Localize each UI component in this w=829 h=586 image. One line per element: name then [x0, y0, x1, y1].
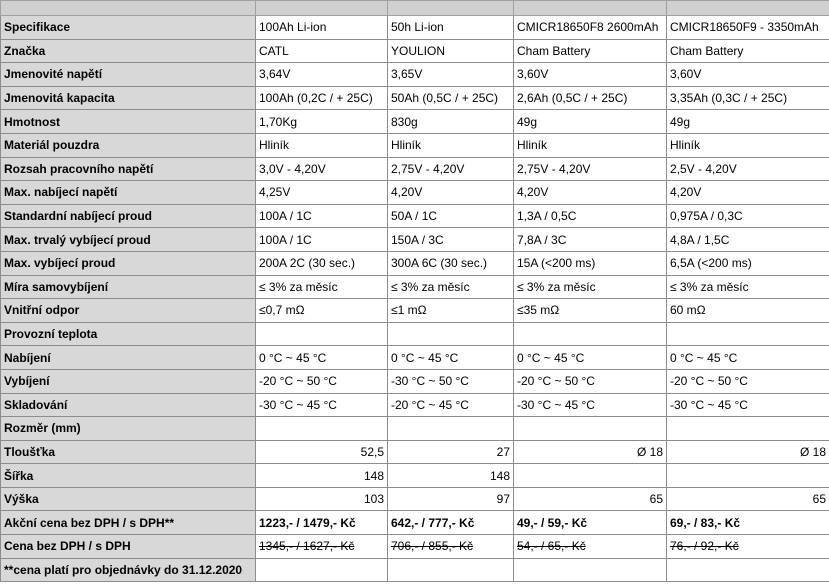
table-row: [1, 204, 829, 228]
table-cell: CATL: [256, 39, 388, 63]
table-cell: ≤0,7 mΩ: [256, 299, 388, 323]
table-row: [1, 464, 829, 488]
row-label: Akční cena bez DPH / s DPH**: [1, 511, 256, 535]
table-cell: [388, 417, 514, 441]
table-cell: 830g: [388, 110, 514, 134]
table-cell: [667, 322, 829, 346]
row-label: Míra samovybíjení: [1, 275, 256, 299]
blank-cell: [514, 1, 667, 16]
table-cell: 148: [388, 464, 514, 488]
row-label: Standardní nabíjecí proud: [1, 204, 256, 228]
header-col-f9: CMICR18650F9 - 3350mAh: [667, 16, 829, 40]
row-label: Max. trvalý vybíjecí proud: [1, 228, 256, 252]
footnote: **cena platí pro objednávky do 31.12.2020: [1, 558, 256, 582]
table-cell: ≤1 mΩ: [388, 299, 514, 323]
header-label: Specifikace: [1, 16, 256, 40]
table-cell: 0 °C ~ 45 °C: [256, 346, 388, 370]
table-cell: 2,75V - 4,20V: [514, 157, 667, 181]
table-row: [1, 157, 829, 181]
row-label: Hmotnost: [1, 110, 256, 134]
old-price-text: 54,- / 65,- Kč: [517, 539, 586, 554]
table-row: [1, 487, 829, 511]
table-cell: 300A 6C (30 sec.): [388, 251, 514, 275]
table-cell: [514, 464, 667, 488]
table-cell: 69,- / 83,- Kč: [667, 511, 829, 535]
blank-cell: [256, 1, 388, 16]
table-cell: Hliník: [256, 133, 388, 157]
table-cell: -30 °C ~ 45 °C: [514, 393, 667, 417]
table-cell: 65: [514, 487, 667, 511]
table-cell: Ø 18: [667, 440, 829, 464]
table-cell: 4,20V: [514, 181, 667, 205]
table-cell: 1,70Kg: [256, 110, 388, 134]
table-cell: 3,60V: [667, 63, 829, 87]
table-cell: 1,3A / 0,5C: [514, 204, 667, 228]
table-row: [1, 299, 829, 323]
header-col-f8: CMICR18650F8 2600mAh: [514, 16, 667, 40]
table-cell: ≤35 mΩ: [514, 299, 667, 323]
table-cell: 0 °C ~ 45 °C: [667, 346, 829, 370]
table-cell: 642,- / 777,- Kč: [388, 511, 514, 535]
table-cell: 100Ah (0,2C / + 25C): [256, 86, 388, 110]
table-cell: 50Ah (0,5C / + 25C): [388, 86, 514, 110]
table-cell: [667, 417, 829, 441]
table-cell: 49,- / 59,- Kč: [514, 511, 667, 535]
table-cell: [256, 535, 388, 559]
table-cell: -20 °C ~ 50 °C: [667, 369, 829, 393]
table-cell: -20 °C ~ 50 °C: [514, 369, 667, 393]
blank-cell: [388, 558, 514, 582]
table-cell: Hliník: [667, 133, 829, 157]
table-cell: 4,8A / 1,5C: [667, 228, 829, 252]
table-cell: -30 °C ~ 45 °C: [667, 393, 829, 417]
old-price-text: 76,- / 92,- Kč: [670, 539, 739, 554]
table-cell: 2,6Ah (0,5C / + 25C): [514, 86, 667, 110]
table-row: [1, 133, 829, 157]
table-cell: Cham Battery: [667, 39, 829, 63]
old-price-text: 706,- / 855,- Kč: [391, 539, 474, 554]
table-cell: 49g: [514, 110, 667, 134]
table-cell: 148: [256, 464, 388, 488]
blank-cell: [1, 1, 256, 16]
row-label: Vybíjení: [1, 369, 256, 393]
table-row: [1, 346, 829, 370]
table-cell: 6,5A (<200 ms): [667, 251, 829, 275]
row-label: Šířka: [1, 464, 256, 488]
table-cell: -30 °C ~ 50 °C: [388, 369, 514, 393]
table-row: [1, 535, 829, 559]
table-cell: Hliník: [388, 133, 514, 157]
table-cell: -30 °C ~ 45 °C: [256, 393, 388, 417]
blank-cell: [256, 558, 388, 582]
blank-cell: [667, 558, 829, 582]
table-cell: 2,75V - 4,20V: [388, 157, 514, 181]
table-cell: 3,64V: [256, 63, 388, 87]
table-row: [1, 440, 829, 464]
table-cell: 97: [388, 487, 514, 511]
table-cell: 3,65V: [388, 63, 514, 87]
row-label: Rozměr (mm): [1, 417, 256, 441]
table-cell: 0 °C ~ 45 °C: [514, 346, 667, 370]
table-cell: 4,20V: [388, 181, 514, 205]
table-cell: [514, 322, 667, 346]
table-cell: -20 °C ~ 50 °C: [256, 369, 388, 393]
table-row: [1, 110, 829, 134]
table-cell: ≤ 3% za měsíc: [256, 275, 388, 299]
table-row: [1, 86, 829, 110]
table-cell: 52,5: [256, 440, 388, 464]
table-cell: YOULION: [388, 39, 514, 63]
table-cell: 49g: [667, 110, 829, 134]
table-cell: 4,20V: [667, 181, 829, 205]
row-label: Provozní teplota: [1, 322, 256, 346]
footnote-row: [1, 558, 829, 582]
table-cell: -20 °C ~ 45 °C: [388, 393, 514, 417]
table-cell: 65: [667, 487, 829, 511]
table-cell: 200A 2C (30 sec.): [256, 251, 388, 275]
row-label: Materiál pouzdra: [1, 133, 256, 157]
table-cell: 100A / 1C: [256, 228, 388, 252]
table-cell: ≤ 3% za měsíc: [388, 275, 514, 299]
table-row: [1, 393, 829, 417]
row-label: Skladování: [1, 393, 256, 417]
row-label: Cena bez DPH / s DPH: [1, 535, 256, 559]
table-row: [1, 251, 829, 275]
row-label: Rozsah pracovního napětí: [1, 157, 256, 181]
row-label: Značka: [1, 39, 256, 63]
table-cell: 4,25V: [256, 181, 388, 205]
table-cell: 60 mΩ: [667, 299, 829, 323]
table-cell: ≤ 3% za měsíc: [514, 275, 667, 299]
table-cell: [388, 535, 514, 559]
table-header-row: [1, 16, 829, 40]
blank-cell: [667, 1, 829, 16]
table-cell: 103: [256, 487, 388, 511]
blank-cell: [388, 1, 514, 16]
table-cell: Cham Battery: [514, 39, 667, 63]
table-row: [1, 511, 829, 535]
table-row: [1, 417, 829, 441]
row-label: Výška: [1, 487, 256, 511]
spec-table-body: [1, 1, 829, 582]
table-cell: 3,0V - 4,20V: [256, 157, 388, 181]
table-cell: [256, 417, 388, 441]
table-cell: [388, 322, 514, 346]
table-cell: [514, 535, 667, 559]
table-row: [1, 181, 829, 205]
table-row: [1, 322, 829, 346]
table-cell: 50A / 1C: [388, 204, 514, 228]
table-cell: ≤ 3% za měsíc: [667, 275, 829, 299]
table-row: [1, 63, 829, 87]
table-row: [1, 275, 829, 299]
table-cell: [667, 535, 829, 559]
row-label: Jmenovité napětí: [1, 63, 256, 87]
header-col-50h: 50h Li-ion: [388, 16, 514, 40]
table-row: [1, 39, 829, 63]
row-label: Vnitřní odpor: [1, 299, 256, 323]
table-cell: 3,60V: [514, 63, 667, 87]
table-cell: 27: [388, 440, 514, 464]
table-cell: 7,8A / 3C: [514, 228, 667, 252]
old-price-text: 1345,- / 1627,- Kč: [259, 539, 355, 554]
row-label: Nabíjení: [1, 346, 256, 370]
table-cell: [667, 464, 829, 488]
row-label: Max. vybíjecí proud: [1, 251, 256, 275]
blank-cell: [514, 558, 667, 582]
row-label: Jmenovitá kapacita: [1, 86, 256, 110]
table-cell: [514, 417, 667, 441]
table-row: [1, 369, 829, 393]
table-cell: Ø 18: [514, 440, 667, 464]
table-cell: 0,975A / 0,3C: [667, 204, 829, 228]
table-cell: 3,35Ah (0,3C / + 25C): [667, 86, 829, 110]
header-col-100ah: 100Ah Li-ion: [256, 16, 388, 40]
row-label: Tloušťka: [1, 440, 256, 464]
table-cell: 100A / 1C: [256, 204, 388, 228]
table-cell: 15A (<200 ms): [514, 251, 667, 275]
row-label: Max. nabíjecí napětí: [1, 181, 256, 205]
table-cell: 2,5V - 4,20V: [667, 157, 829, 181]
table-cell: [256, 322, 388, 346]
table-cell: 150A / 3C: [388, 228, 514, 252]
table-top-blank-row: [1, 1, 829, 16]
table-cell: 0 °C ~ 45 °C: [388, 346, 514, 370]
table-cell: Hliník: [514, 133, 667, 157]
table-cell: 1223,- / 1479,- Kč: [256, 511, 388, 535]
table-row: [1, 228, 829, 252]
